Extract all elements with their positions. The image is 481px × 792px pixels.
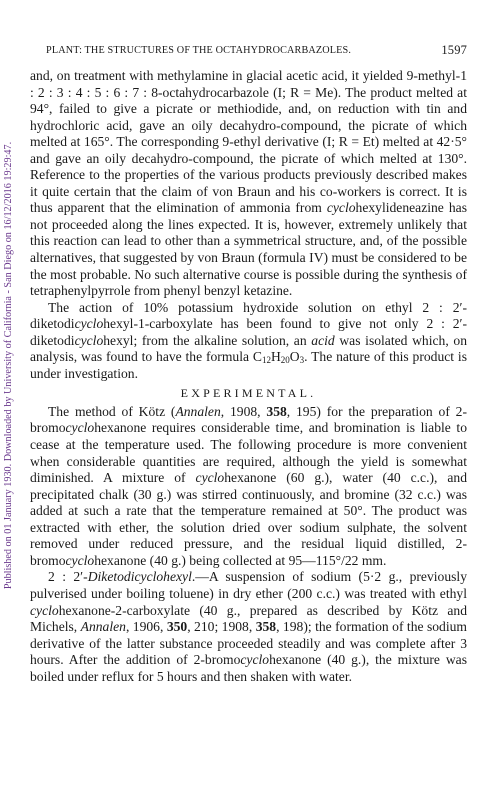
download-watermark-text: Published on 01 January 1930. Downloaded by University of California - San Diego on 16/12/2016 19:29:47.: [3, 141, 15, 589]
paragraph-3: The method of Kötz (Annalen, 1908, 358, 195) for the preparation of 2-bromocyclohexanone requires considerable time, and bromination is liable to cease at the temperature used. The following procedure is more convenient when considerable quantities are required, although the yield is somewhat diminished. A mixture of cyclohexanone (60 g.), water (40 c.c.), and precipitated chalk (30 g.) was stirred continuously, and bromine (32 c.c.) was added at such a rate that the temperature remained at 50°. The product was extracted with ether, the solution dried over sodium sulphate, the solvent removed under reduced pressure, and the residual liquid distilled, 2-bromocyclohexanone (40 g.) being collected at 95—115°/22 mm.: [30, 403, 467, 568]
section-heading: EXPERIMENTAL.: [180, 386, 317, 401]
running-title: PLANT: THE STRUCTURES OF THE OCTAHYDROCARBAZOLES.: [46, 45, 352, 56]
article-body: [30, 68, 467, 685]
paragraph-2: The action of 10% potassium hydroxide solution on ethyl 2 : 2′-diketodicyclohexyl-1-carboxylate has been found to give not only 2 : 2′-diketodicyclohexyl; from the alkaline solution, an acid was isolated which, on analysis, was found to have the formula $C_{12}H_{20}O_3$. The nature of this product is under investigation.: [30, 299, 467, 381]
page-number: 1597: [441, 43, 467, 57]
download-watermark: [2, 60, 16, 670]
paragraph-4: 2 : 2′-Diketodicyclohexyl.—A suspension of sodium (5·2 g., previously pulverised under boiling toluene) in dry ether (200 c.c.) was treated with ethyl cyclohexanone-2-carboxylate (40 g., prepared as described by Kötz and Michels, Annalen, 1906, 350, 210; 1908, 358, 198); the formation of the sodium derivative of the latter substance proceeded steadily and was complete after 3 hours. After the addition of 2-bromocyclohexanone (40 g.), the mixture was boiled under reflux for 5 hours and then shaken with water.: [30, 569, 468, 684]
paragraph-1: and, on treatment with methylamine in glacial acetic acid, it yielded 9-methyl-1 : 2 : 3 : 4 : 5 : 6 : 7 : 8-octahydrocarbazole (I; R = Me). The product melted at 94°, failed to give a picrate or methiodide, and, on reduction with tin and hydrochloric acid, gave an oily decahydro-compound, the picrate of which melted at 165°. The corresponding 9-ethyl derivative (I; R = Et) melted at 42·5° and gave an oily decahydro-compound, the picrate of which melted at 130°. Reference to the properties of the various products previously described makes it quite certain that the claim of von Braun and his co-workers is correct. It is thus apparent that the elimination of ammonia from cyclohexylideneazine has not proceeded along the lines expected. It is, however, extremely unlikely that this reaction can lead to other than a symmetrical structure, and, of the possible alternatives, that suggested by von Braun (formula IV) must be considered to be the most probable. No such alternative course is possible during the synthesis of tetraphenylpyrrole from phenyl benzyl ketazine.: [30, 68, 467, 299]
